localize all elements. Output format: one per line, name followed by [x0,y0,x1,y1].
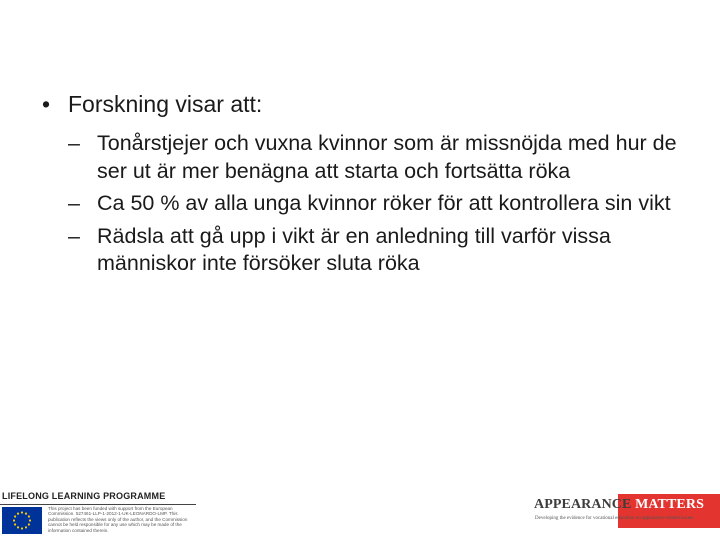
logo-word-matters: MATTERS [635,497,704,512]
sub-bullet-text: Ca 50 % av alla unga kvinnor röker för att kontrollera sin vikt [97,191,671,215]
logo-tagline: Developing the evidence for vocational education on appearance-related issues [535,516,693,521]
bullet-marker: • [42,91,51,117]
logo-word-appearance: APPEARANCE [534,497,632,512]
eu-flag-icon [2,507,42,534]
llp-title: LIFELONG LEARNING PROGRAMME [2,491,166,501]
sub-bullet [68,223,686,278]
slide-content [36,88,686,283]
appearance-matters-logo [532,494,720,528]
llp-divider [0,504,196,505]
sub-bullet-text: Tonårstjejer och vuxna kvinnor som är missnöjda med hur de ser ut är mer benägna att starta och fortsätta röka [97,131,677,183]
llp-disclaimer: This project has been funded with support from the European Commission. 527461-LLP-1-2012-1-UK-LEONARDO-LMP. This publication reflects the views only of the author, and the Commission cannot be held responsible for any use which may be made of the information contained therein. [48,506,188,533]
dash-marker: – [68,223,80,248]
main-bullet [36,88,686,120]
sub-bullet-list [68,130,686,278]
dash-marker: – [68,191,80,215]
sub-bullet [68,130,686,185]
llp-logo [0,491,198,540]
main-bullet-text: Forskning visar att: [68,91,263,117]
logo-wordmark [534,497,704,513]
sub-bullet-text: Rädsla att gå upp i vikt är en anledning till varför vissa människor inte försöker sluta röka [97,223,611,275]
sub-bullet [68,190,686,218]
dash-marker: – [68,131,80,155]
